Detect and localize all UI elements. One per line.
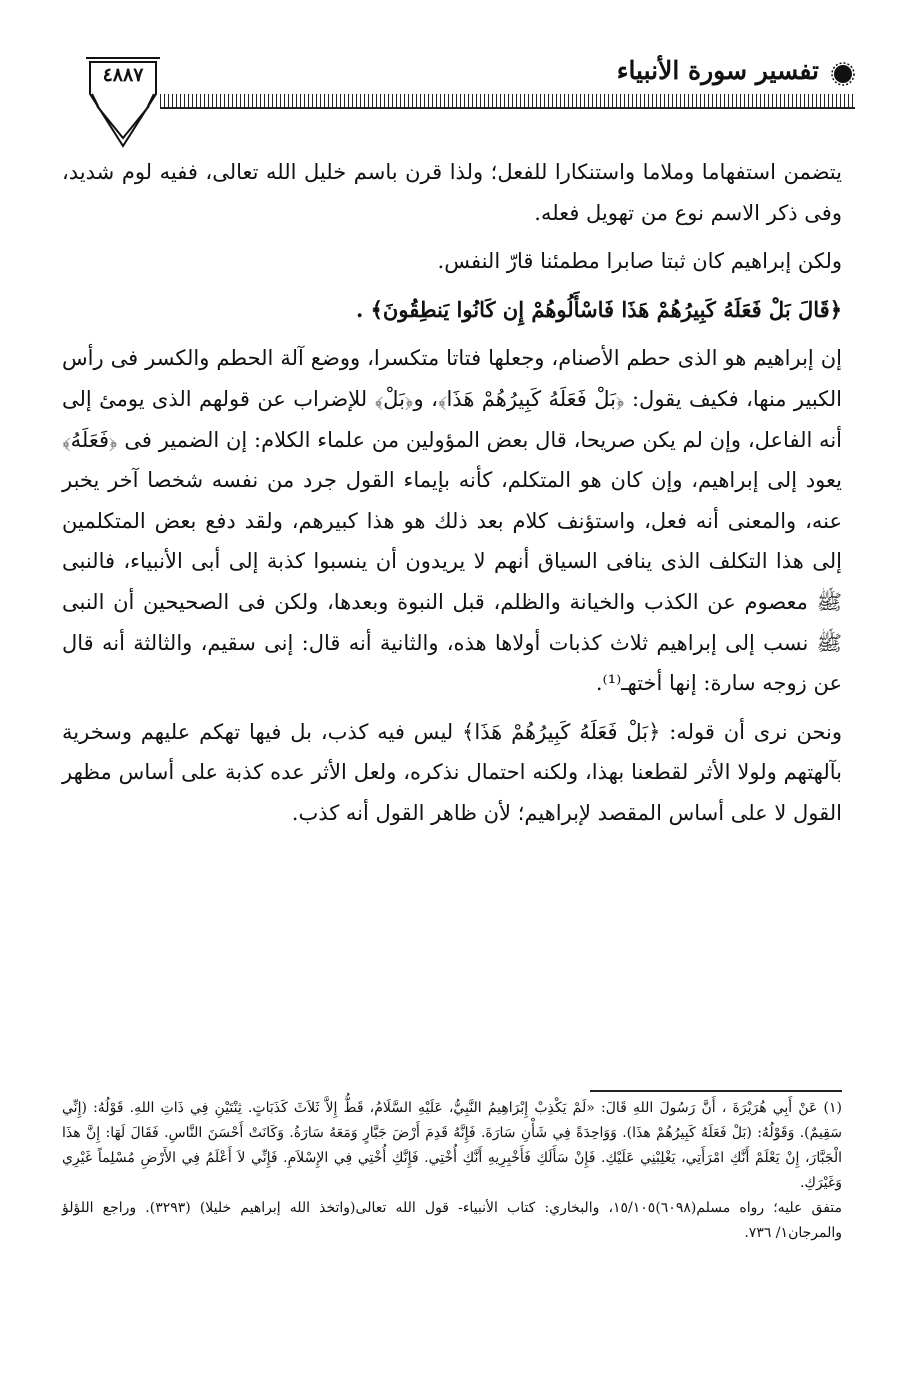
- chapter-title: تفسير سورة الأنبياء: [616, 56, 819, 85]
- footnote-source: متفق عليه؛ رواه مسلم(٦٠٩٨)١٥/١٠٥، والبخاري: كتاب الأنبياء- قول الله تعالى(واتخذ الله إبراهيم خليلا) (٣٢٩٣). وراجع اللؤلؤ والمرجان١/ ٧٣٦.: [62, 1200, 842, 1241]
- paragraph: ونحن نرى أن قوله: ﴿بَلْ فَعَلَهُ كَبِيرُهُمْ هَذَا﴾ ليس فيه كذب، بل فيها تهكم عليهم وسخرية بآلهتهم ولولا الأثر لقطعنا بهذا، ولكنه احتمال نذكره، ولعل الأثر عده كذبة على أساس مظهر القول لا على أساس المقصد لإبراهيم؛ لأن ظاهر القول أنه كذب.: [62, 719, 842, 825]
- header-rule: [160, 94, 855, 107]
- page-number: ٤٨٨٧: [102, 64, 144, 86]
- paragraph: إن إبراهيم هو الذى حطم الأصنام، وجعلها فتاتا متكسرا، ووضع آلة الحطم والكسر فى رأس الكبير منها، فكيف يقول: ﴿بَلْ فَعَلَهُ كَبِيرُهُمْ هَذَا﴾، و﴿بَلْ﴾ للإضراب عن قولهم الذى يومئ إلى أنه الفاعل، وإن لم يكن صريحا، قال بعض المؤولين من علماء الكلام: إن الضمير فى ﴿فَعَلَهُ﴾ يعود إلى إبراهيم، وإن كان هو المتكلم، كأنه بإيماء القول جرد من نفسه شخصا آخر يخبر عنه، والمعنى أنه فعل، واستؤنف كلام بعد ذلك هو هذا كبيرهم، ولقد دفع بعض المتكلمين إلى هذا التكلف الذى ينافى السياق أنهم لا يريدون أن ينسبوا كذبة إلى أبى الأنبياء، فالنبى ﷺ معصوم عن الكذب والخيانة والظلم، قبل النبوة وبعدها، ولكن فى الصحيحين أن النبى ﷺ نسب إلى إبراهيم ثلاث كذبات أولاها هذه، والثانية أنه قال: إنى سقيم، والثالثة أنه قال عن زوجه سارة: إنها أختهـ⁽¹⁾.: [62, 346, 842, 696]
- page-header: [0, 42, 907, 152]
- body-text: [62, 152, 842, 834]
- footnote-separator: [590, 1090, 842, 1092]
- footnote-text: (١) عَنْ أَبِي هُرَيْرَةَ ، أَنَّ رَسُولَ اللهِ قَالَ: «لَمْ يَكْذِبْ إِبْرَاهِيمُ النَّبِيُّ، عَلَيْهِ السَّلَامُ، قَطُّ إِلاَّ ثَلاَثَ كَذَبَاتٍ. ثِنْتَيْنِ فِي ذَاتِ اللهِ. قَوْلُهُ: (إِنِّي سَقِيمٌ). وَقَوْلُهُ: (بَلْ فَعَلَهُ كَبِيرُهُمْ هذَا). وَوَاحِدَةً فِي شَأْنِ سَارَةَ. فَإِنَّهُ قَدِمَ أَرْضَ جَبَّارٍ وَمَعَهُ سَارَةُ. وَكَانَتْ أَحْسَنَ النَّاسِ. فَقَالَ لَهَا: إِنَّ هذَا الْجَبَّارَ، إِنْ يَعْلَمْ أَنَّكِ امْرَأَتِي، يَغْلِبْنِي عَلَيْكِ. فَإِنْ سَأَلَكِ فَأَخْبِرِيهِ أَنَّكِ أُخْتِي. فَإِنَّكِ أُخْتِي فِي الإِسْلاَمِ. فَإِنِّي لاَ أَعْلَمُ فِي الأَرْضِ مُسْلِماً غَيْرِي وَغَيْرَكِ.: [62, 1100, 842, 1191]
- header-rule-line: [160, 107, 855, 109]
- page-number-badge: [84, 54, 162, 152]
- quran-verse: ﴿قَالَ بَلْ فَعَلَهُ كَبِيرُهُمْ هَذَا فَاسْأَلُوهُمْ إِن كَانُوا يَنطِقُونَ﴾ .: [356, 296, 842, 322]
- paragraph: يتضمن استفهاما وملاما واستنكارا للفعل؛ ولذا قرن باسم خليل الله تعالى، ففيه لوم شديد، وفى ذكر الاسم نوع من تهويل فعله.: [62, 160, 842, 225]
- footnote: [62, 1096, 842, 1246]
- ornament-icon: [831, 62, 855, 86]
- paragraph: ولكن إبراهيم كان ثبتا صابرا مطمئنا قارّ النفس.: [437, 249, 842, 274]
